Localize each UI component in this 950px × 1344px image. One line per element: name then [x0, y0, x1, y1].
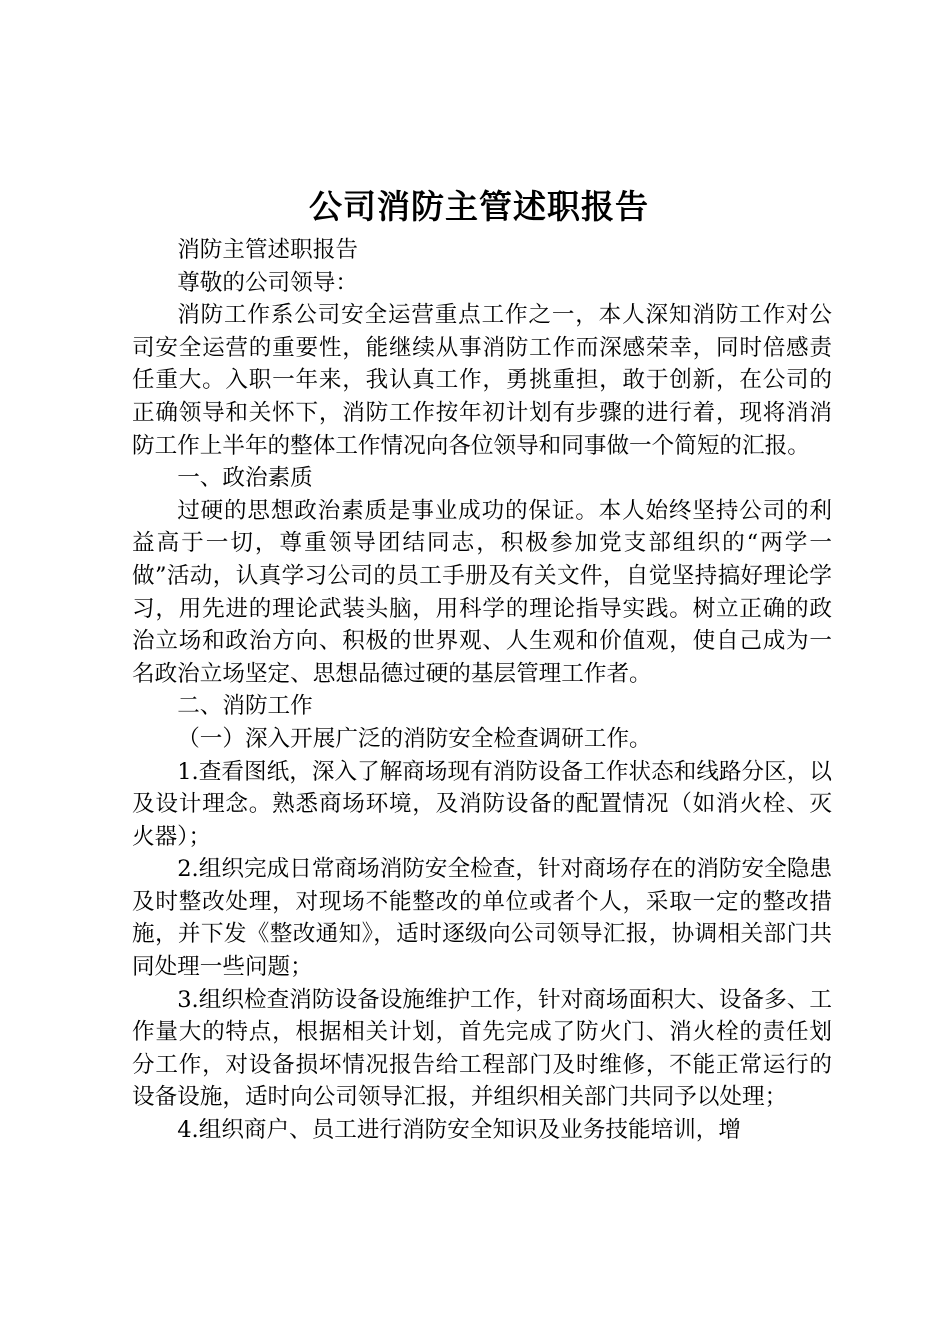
section-heading-political: 一、政治素质: [177, 465, 313, 492]
paragraph-salutation: 尊敬的公司领导：: [177, 269, 358, 296]
list-item-4: 4.组织商户、员工进行消防安全知识及业务技能培训，增: [177, 1117, 741, 1144]
section-heading-fire-work: 二、消防工作: [177, 693, 313, 720]
list-item-3: 3.组织检查消防设备设施维护工作，针对商场面积大、设备多、工作量大的特点，根据相关计划，首先完成了防火门、消火栓的责任划分工作，对设备损坏情况报告给工程部门及时维修，不能正常运行的设备设施，适时向公司领导汇报，并组织相关部门共同予以处理；: [132, 986, 832, 1111]
paragraph-intro: 消防工作系公司安全运营重点工作之一，本人深知消防工作对公司安全运营的重要性，能继续从事消防工作而深感荣幸，同时倍感责任重大。入职一年来，我认真工作，勇挑重担，敢于创新，在公司的正确领导和关怀下，消防工作按年初计划有步骤的进行着，现将消消防工作上半年的整体工作情况向各位领导和同事做一个简短的汇报。: [132, 302, 832, 459]
document-title: 公司消防主管述职报告: [309, 187, 649, 226]
list-item-2: 2.组织完成日常商场消防安全检查，针对商场存在的消防安全隐患及时整改处理，对现场不能整改的单位或者个人，采取一定的整改措施，并下发《整改通知》，适时逐级向公司领导汇报，协调相关部门共同处理一些问题；: [132, 856, 832, 981]
list-item-1: 1.查看图纸，深入了解商场现有消防设备工作状态和线路分区，以及设计理念。熟悉商场环境，及消防设备的配置情况（如消火栓、灭火器）；: [132, 758, 832, 850]
subsection-heading-inspection: （一）深入开展广泛的消防安全检查调研工作。: [177, 725, 652, 752]
paragraph-political: 过硬的思想政治素质是事业成功的保证。本人始终坚持公司的利益高于一切，尊重领导团结同志，积极参加党支部组织的“两学一做”活动，认真学习公司的员工手册及有关文件，自觉坚持搞好理论学习，用先进的理论武装头脑，用科学的理论指导实践。树立正确的政治立场和政治方向、积极的世界观、人生观和价值观，使自己成为一名政治立场坚定、思想品德过硬的基层管理工作者。: [132, 497, 832, 687]
paragraph-subtitle: 消防主管述职报告: [177, 237, 358, 263]
document-body: [132, 234, 832, 1147]
